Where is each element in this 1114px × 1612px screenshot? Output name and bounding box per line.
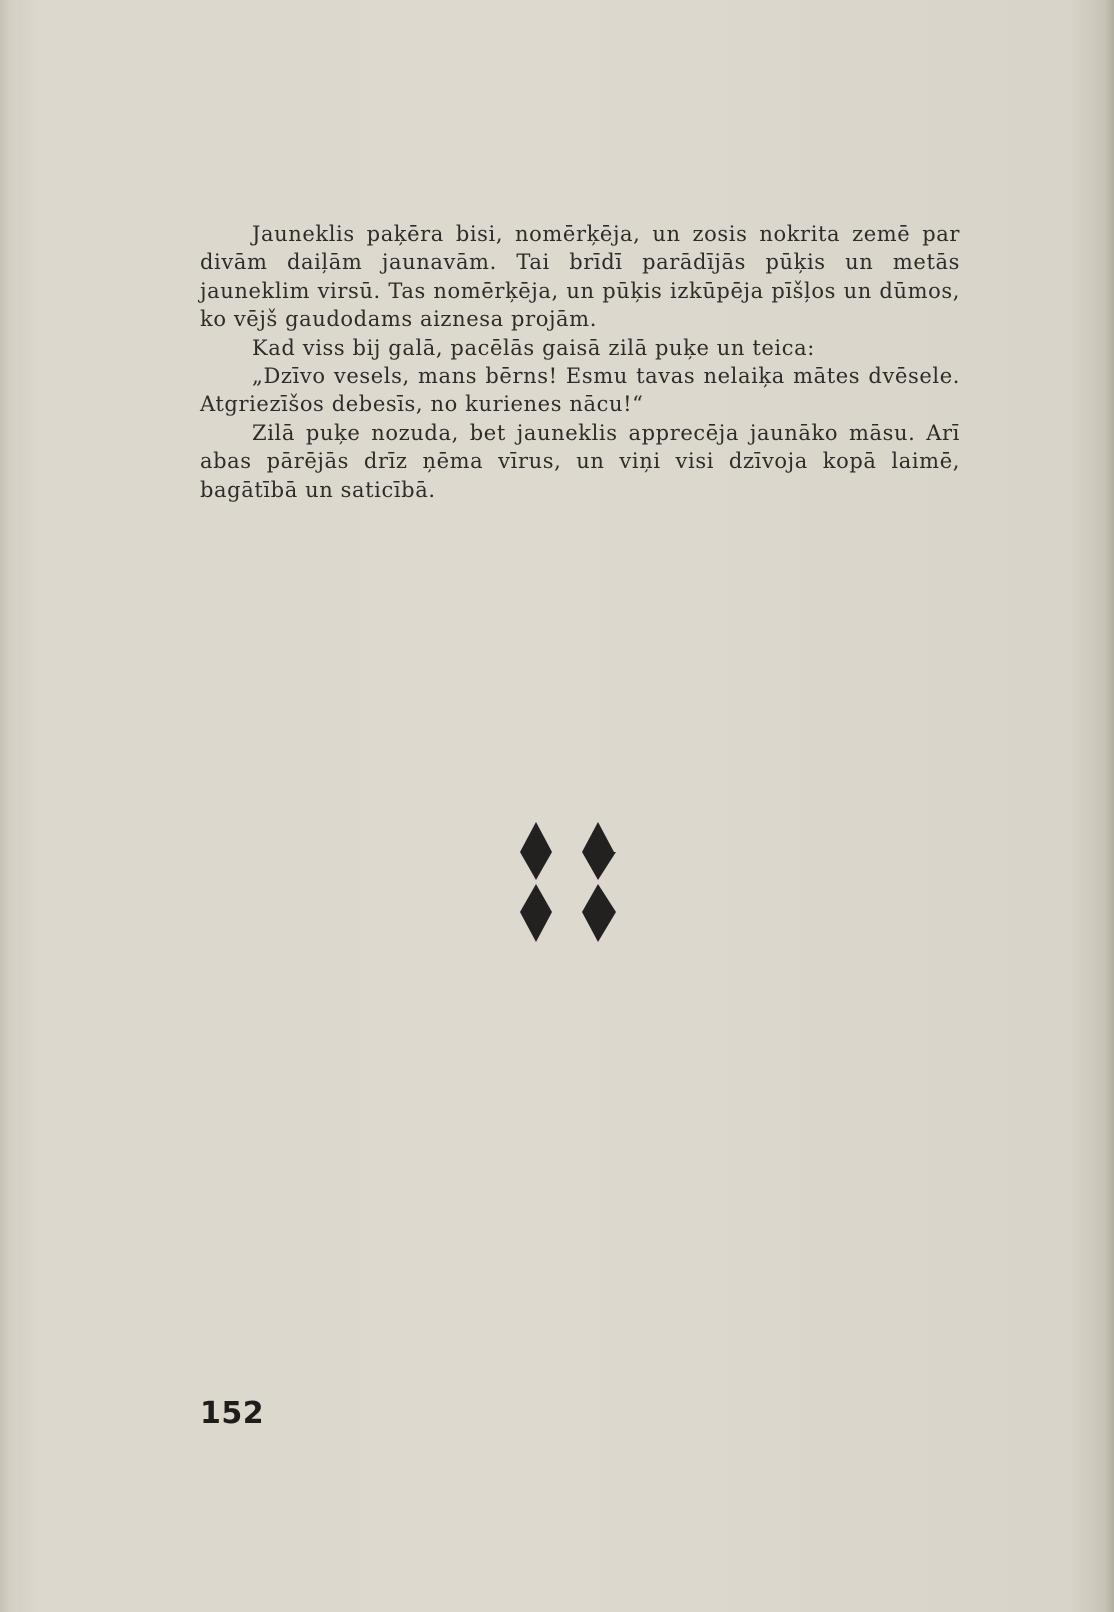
binding-edge [0,0,18,1612]
ornament-triangle [536,822,552,852]
paragraph: Zilā puķe nozuda, bet jauneklis apprecēja jaunāko māsu. Arī abas pārējās drīz ņēma vīrus, un viņi visi dzīvoja kopā laimē, bagātībā un saticībā. [200,420,960,502]
paragraph: Jauneklis paķēra bisi, nomērķēja, un zosis nokrita zemē par divām daiļām jaunavām. Tai brīdī parādījās pūķis un metās jauneklim virsū. Tas nomērķēja, un pūķis izkūpēja pīšļos un dūmos, ko vējš gaudodams aiznesa projām. [200,222,960,332]
ornament-triangle [520,884,552,912]
ornament-triangle [582,852,616,880]
ornament-triangle [582,884,616,912]
ornament-triangle [582,912,616,942]
story-text [200,220,960,504]
ornament-triangle [520,852,552,880]
ornament-triangle [520,912,552,942]
ornament-triangle [582,822,598,852]
paragraph: „Dzīvo vesels, mans bērns! Esmu tavas nelaiķa mātes dvēsele. Atgriezīšos debesīs, no kurienes nācu!“ [200,364,960,417]
paragraph: Kad viss bij galā, pacēlās gaisā zilā puķe un teica: [252,335,815,360]
ornament-triangle [520,822,536,852]
four-triangle-star-ornament-icon [520,822,616,942]
page-number: 152 [200,1396,265,1431]
ornament-triangle [598,822,614,852]
page-edge [1104,0,1114,1612]
